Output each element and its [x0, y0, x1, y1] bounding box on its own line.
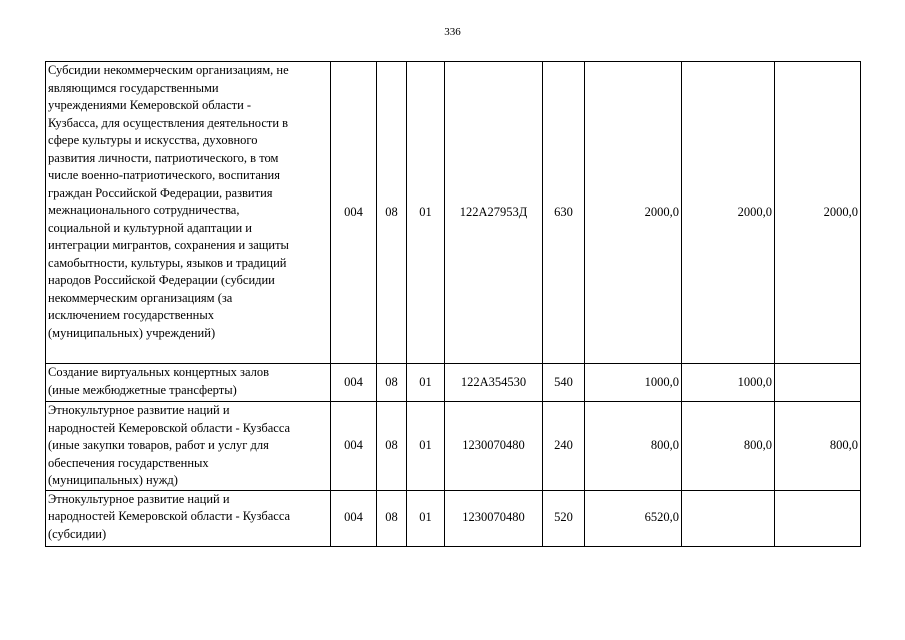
row-expense-type: 630 [543, 62, 585, 364]
row-ministry-code: 004 [331, 402, 377, 491]
row-sum-3: 800,0 [775, 402, 861, 491]
row-expense-type: 520 [543, 490, 585, 546]
row-subsection-code: 01 [407, 490, 445, 546]
budget-table [45, 61, 861, 547]
row-sum-2: 2000,0 [682, 62, 775, 364]
row-section-code: 08 [377, 364, 407, 402]
row-sum-2: 1000,0 [682, 364, 775, 402]
row-target-article: 122А354530 [445, 364, 543, 402]
row-section-code: 08 [377, 402, 407, 491]
row-target-article: 122А27953Д [445, 62, 543, 364]
row-sum-1: 6520,0 [585, 490, 682, 546]
row-sum-1: 800,0 [585, 402, 682, 491]
row-sum-2 [682, 490, 775, 546]
row-ministry-code: 004 [331, 62, 377, 364]
row-ministry-code: 004 [331, 490, 377, 546]
row-expense-type: 540 [543, 364, 585, 402]
row-sum-2: 800,0 [682, 402, 775, 491]
table-row [46, 402, 861, 491]
row-sum-3 [775, 490, 861, 546]
table-row [46, 364, 861, 402]
row-target-article: 1230070480 [445, 402, 543, 491]
row-sum-1: 2000,0 [585, 62, 682, 364]
row-name: Создание виртуальных концертных залов (иные межбюджетные трансферты) [46, 364, 331, 402]
row-section-code: 08 [377, 62, 407, 364]
row-name: Этнокультурное развитие наций и народностей Кемеровской области - Кузбасса (субсидии) [46, 490, 331, 546]
row-ministry-code: 004 [331, 364, 377, 402]
row-expense-type: 240 [543, 402, 585, 491]
table-row [46, 62, 861, 364]
page-number: 336 [444, 26, 461, 38]
table-row [46, 490, 861, 546]
row-sum-1: 1000,0 [585, 364, 682, 402]
row-subsection-code: 01 [407, 364, 445, 402]
row-sum-3: 2000,0 [775, 62, 861, 364]
row-subsection-code: 01 [407, 402, 445, 491]
row-name: Субсидии некоммерческим организациям, не являющимся государственными учреждениями Кемеровской области - Кузбасса, для осуществления деятельности в сфере культуры и искусства, духовного развития личности, патриотического, в том числе военно-патриотического, воспитания граждан Российской Федерации, развития межнационального сотрудничества, социальной и культурной адаптации и интеграции мигрантов, сохранения и защиты самобытности, культуры, языков и традиций народов Российской Федерации (субсидии некоммерческим организациям (за исключением государственных (муниципальных) учреждений) [46, 62, 331, 364]
row-section-code: 08 [377, 490, 407, 546]
row-name: Этнокультурное развитие наций и народностей Кемеровской области - Кузбасса (иные закупки товаров, работ и услуг для обеспечения государственных (муниципальных) нужд) [46, 402, 331, 491]
row-target-article: 1230070480 [445, 490, 543, 546]
row-sum-3 [775, 364, 861, 402]
row-subsection-code: 01 [407, 62, 445, 364]
